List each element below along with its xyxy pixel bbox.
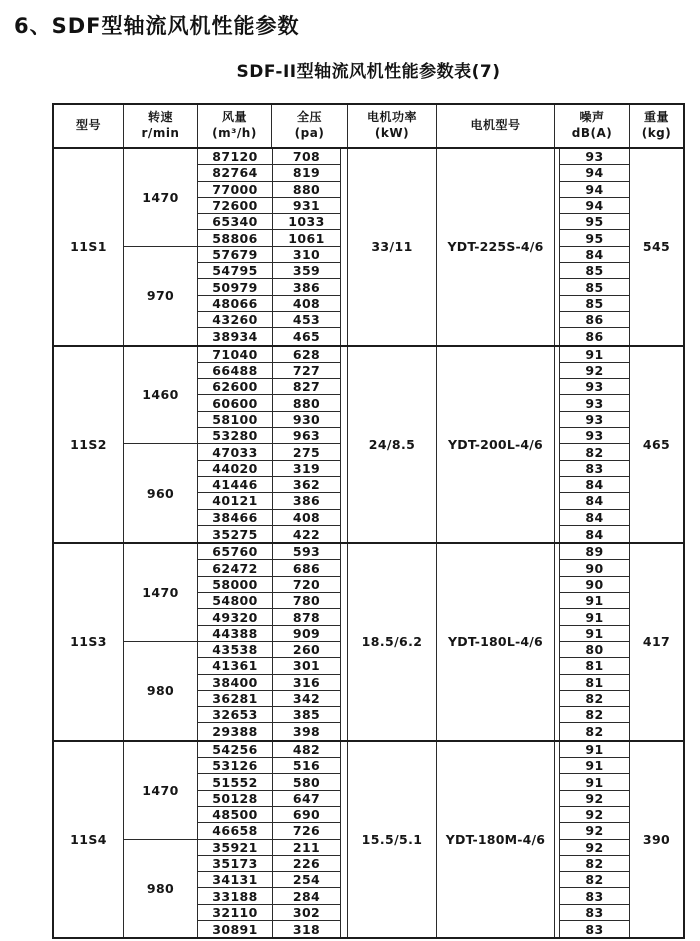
speed-cell: 980 bbox=[146, 880, 175, 896]
pressure-cell: 260 bbox=[272, 642, 340, 657]
noise-cell: 95 bbox=[559, 214, 629, 230]
speed-column bbox=[124, 347, 198, 543]
flow-pressure-column bbox=[198, 742, 348, 938]
noise-cell: 94 bbox=[559, 182, 629, 198]
motor-cell: YDT-180M-4/6 bbox=[437, 742, 555, 938]
group-row bbox=[54, 544, 683, 742]
flow-cell: 57679 bbox=[212, 246, 258, 262]
noise-cell: 89 bbox=[559, 544, 629, 560]
pressure-cell: 780 bbox=[272, 593, 340, 608]
flow-cell: 41446 bbox=[212, 477, 258, 493]
table-row bbox=[198, 807, 341, 823]
table-row bbox=[198, 412, 341, 428]
pressure-cell: 819 bbox=[272, 165, 340, 180]
table-row bbox=[198, 905, 341, 921]
flow-cell: 62600 bbox=[212, 379, 258, 395]
header-label: 电机功率 bbox=[366, 110, 417, 125]
table-row bbox=[198, 493, 341, 509]
flow-cell: 58000 bbox=[212, 576, 258, 592]
noise-cell: 91 bbox=[559, 626, 629, 642]
group-row bbox=[54, 347, 683, 545]
noise-cell: 91 bbox=[559, 758, 629, 774]
flow-cell: 34131 bbox=[212, 872, 258, 888]
model-cell: 11S1 bbox=[54, 149, 124, 345]
flow-pressure-column bbox=[198, 544, 348, 740]
pressure-cell: 386 bbox=[272, 279, 340, 294]
flow-cell: 38934 bbox=[212, 328, 258, 344]
table-row bbox=[198, 230, 341, 246]
header-label: 转速 bbox=[147, 110, 173, 125]
table-row bbox=[198, 840, 341, 856]
flow-cell: 82764 bbox=[212, 165, 258, 181]
noise-cell: 93 bbox=[559, 379, 629, 395]
flow-cell: 48066 bbox=[212, 295, 258, 311]
header-cell bbox=[348, 105, 437, 147]
pressure-cell: 211 bbox=[272, 840, 340, 855]
speed-cell: 1470 bbox=[124, 544, 197, 642]
table-row bbox=[198, 526, 341, 542]
header-label: 全压 bbox=[296, 110, 322, 125]
header-cell bbox=[54, 105, 124, 147]
noise-cell: 82 bbox=[559, 444, 629, 460]
header-cell bbox=[555, 105, 630, 147]
noise-cell: 83 bbox=[559, 905, 629, 921]
pressure-cell: 1033 bbox=[272, 214, 340, 229]
pressure-cell: 686 bbox=[272, 560, 340, 575]
table-row bbox=[198, 888, 341, 904]
flow-cell: 62472 bbox=[212, 560, 258, 576]
flow-cell: 51552 bbox=[212, 774, 258, 790]
header-label: 电机型号 bbox=[470, 118, 521, 133]
noise-column bbox=[555, 149, 630, 345]
table-row bbox=[198, 379, 341, 395]
table-row bbox=[198, 609, 341, 625]
noise-cell: 93 bbox=[559, 428, 629, 444]
power-cell: 24/8.5 bbox=[348, 347, 437, 543]
noise-cell: 82 bbox=[559, 872, 629, 888]
table-row bbox=[198, 593, 341, 609]
pressure-cell: 880 bbox=[272, 182, 340, 197]
table-row bbox=[198, 642, 341, 658]
table-row bbox=[198, 577, 341, 593]
pressure-cell: 254 bbox=[272, 872, 340, 887]
header-cell bbox=[124, 105, 198, 147]
noise-cell: 84 bbox=[559, 510, 629, 526]
noise-cell: 80 bbox=[559, 642, 629, 658]
table-row bbox=[198, 165, 341, 181]
table-row bbox=[198, 675, 341, 691]
noise-cell: 81 bbox=[559, 675, 629, 691]
flow-cell: 50128 bbox=[212, 790, 258, 806]
flow-cell: 54256 bbox=[212, 741, 258, 757]
table-row bbox=[198, 544, 341, 560]
speed-column bbox=[124, 149, 198, 345]
flow-cell: 48500 bbox=[212, 807, 258, 823]
pressure-cell: 301 bbox=[272, 658, 340, 673]
weight-cell: 465 bbox=[642, 436, 671, 452]
table-row bbox=[198, 461, 341, 477]
table-row bbox=[198, 626, 341, 642]
pressure-cell: 275 bbox=[272, 444, 340, 459]
performance-table bbox=[52, 103, 685, 939]
pressure-cell: 342 bbox=[272, 691, 340, 706]
header-sublabel: r/min bbox=[141, 126, 180, 140]
flow-cell: 66488 bbox=[212, 363, 258, 379]
pressure-cell: 516 bbox=[272, 758, 340, 773]
table-row bbox=[198, 296, 341, 312]
pressure-cell: 827 bbox=[272, 379, 340, 394]
table-row bbox=[198, 872, 341, 888]
pressure-cell: 362 bbox=[272, 477, 340, 492]
pressure-cell: 720 bbox=[272, 577, 340, 592]
table-row bbox=[198, 477, 341, 493]
group-row bbox=[54, 149, 683, 347]
flow-cell: 38466 bbox=[212, 509, 258, 525]
header-label: 风量 bbox=[221, 110, 247, 125]
model-cell: 11S4 bbox=[54, 742, 124, 938]
flow-pressure-column bbox=[198, 149, 348, 345]
pressure-cell: 909 bbox=[272, 626, 340, 641]
table-row bbox=[198, 214, 341, 230]
pressure-cell: 931 bbox=[272, 198, 340, 213]
speed-cell: 980 bbox=[146, 683, 175, 699]
speed-cell: 1460 bbox=[124, 347, 197, 445]
pressure-cell: 708 bbox=[272, 149, 340, 164]
flow-cell: 58100 bbox=[212, 411, 258, 427]
pressure-cell: 963 bbox=[272, 428, 340, 443]
flow-cell: 50979 bbox=[212, 279, 258, 295]
flow-cell: 38400 bbox=[212, 674, 258, 690]
speed-column bbox=[124, 544, 198, 740]
table-row bbox=[198, 774, 341, 790]
noise-cell: 84 bbox=[559, 526, 629, 542]
table-row bbox=[198, 742, 341, 758]
weight-cell: 545 bbox=[642, 239, 671, 255]
table-row bbox=[198, 707, 341, 723]
flow-cell: 41361 bbox=[212, 658, 258, 674]
table-title: SDF-II型轴流风机性能参数表(7) bbox=[236, 62, 501, 82]
table-row bbox=[198, 560, 341, 576]
flow-cell: 43260 bbox=[212, 312, 258, 328]
header-sublabel: dB(A) bbox=[571, 126, 613, 140]
pressure-cell: 284 bbox=[272, 888, 340, 903]
table-row bbox=[198, 328, 341, 344]
pressure-cell: 880 bbox=[272, 395, 340, 410]
noise-cell: 85 bbox=[559, 263, 629, 279]
table-row bbox=[198, 823, 341, 839]
noise-cell: 91 bbox=[559, 609, 629, 625]
model-cell: 11S2 bbox=[54, 347, 124, 543]
power-cell: 15.5/5.1 bbox=[348, 742, 437, 938]
pressure-cell: 580 bbox=[272, 774, 340, 789]
pressure-cell: 302 bbox=[272, 905, 340, 920]
flow-cell: 71040 bbox=[212, 346, 258, 362]
pressure-cell: 318 bbox=[272, 921, 340, 937]
table-row bbox=[198, 363, 341, 379]
table-header-row bbox=[54, 105, 683, 149]
flow-cell: 53280 bbox=[212, 428, 258, 444]
speed-cell: 970 bbox=[146, 288, 175, 304]
motor-cell: YDT-200L-4/6 bbox=[437, 347, 555, 543]
noise-cell: 90 bbox=[559, 560, 629, 576]
table-row bbox=[198, 198, 341, 214]
noise-cell: 91 bbox=[559, 593, 629, 609]
pressure-cell: 316 bbox=[272, 675, 340, 690]
noise-cell: 95 bbox=[559, 230, 629, 246]
flow-cell: 35173 bbox=[212, 856, 258, 871]
header-cell bbox=[272, 105, 348, 147]
header-cell bbox=[630, 105, 683, 147]
pressure-cell: 408 bbox=[272, 296, 340, 311]
flow-cell: 49320 bbox=[212, 609, 258, 625]
group-row bbox=[54, 742, 683, 938]
pressure-cell: 726 bbox=[272, 823, 340, 838]
power-cell: 33/11 bbox=[348, 149, 437, 345]
flow-cell: 44388 bbox=[212, 625, 258, 641]
table-row bbox=[198, 395, 341, 411]
noise-cell: 93 bbox=[559, 149, 629, 165]
header-label: 型号 bbox=[75, 118, 101, 133]
pressure-cell: 226 bbox=[272, 856, 340, 871]
table-row bbox=[198, 723, 341, 739]
table-row bbox=[198, 791, 341, 807]
flow-pressure-column bbox=[198, 347, 348, 543]
noise-cell: 85 bbox=[559, 279, 629, 295]
noise-cell: 92 bbox=[559, 363, 629, 379]
noise-cell: 92 bbox=[559, 791, 629, 807]
flow-cell: 65760 bbox=[212, 544, 258, 560]
pressure-cell: 727 bbox=[272, 363, 340, 378]
noise-cell: 84 bbox=[559, 477, 629, 493]
page-title: 6、SDF型轴流风机性能参数 bbox=[14, 14, 300, 38]
noise-cell: 82 bbox=[559, 723, 629, 739]
flow-cell: 29388 bbox=[212, 724, 258, 740]
flow-cell: 43538 bbox=[212, 642, 258, 658]
noise-cell: 86 bbox=[559, 312, 629, 328]
noise-cell: 92 bbox=[559, 823, 629, 839]
pressure-cell: 647 bbox=[272, 791, 340, 806]
noise-cell: 83 bbox=[559, 888, 629, 904]
header-cell bbox=[437, 105, 555, 147]
noise-cell: 93 bbox=[559, 395, 629, 411]
pressure-cell: 398 bbox=[272, 723, 340, 739]
pressure-cell: 628 bbox=[272, 347, 340, 362]
noise-cell: 94 bbox=[559, 165, 629, 181]
flow-cell: 53126 bbox=[212, 758, 258, 774]
speed-cell: 1470 bbox=[124, 149, 197, 247]
table-row bbox=[198, 658, 341, 674]
noise-column bbox=[555, 544, 630, 740]
header-sublabel: (pa) bbox=[294, 126, 325, 140]
pressure-cell: 878 bbox=[272, 609, 340, 624]
flow-cell: 60600 bbox=[212, 395, 258, 411]
table-row bbox=[198, 428, 341, 444]
weight-cell: 417 bbox=[642, 634, 671, 650]
noise-cell: 91 bbox=[559, 347, 629, 363]
noise-column bbox=[555, 347, 630, 543]
pressure-cell: 319 bbox=[272, 461, 340, 476]
pressure-cell: 465 bbox=[272, 328, 340, 344]
flow-cell: 47033 bbox=[212, 444, 258, 460]
flow-cell: 58806 bbox=[212, 230, 258, 246]
pressure-cell: 593 bbox=[272, 544, 340, 559]
flow-cell: 33188 bbox=[212, 888, 258, 904]
model-cell: 11S3 bbox=[54, 544, 124, 740]
table-row bbox=[198, 312, 341, 328]
noise-cell: 91 bbox=[559, 742, 629, 758]
pressure-cell: 930 bbox=[272, 412, 340, 427]
noise-cell: 92 bbox=[559, 807, 629, 823]
weight-cell: 390 bbox=[642, 832, 671, 848]
flow-cell: 54800 bbox=[212, 593, 258, 609]
header-sublabel: (kW) bbox=[374, 126, 410, 140]
table-row bbox=[198, 347, 341, 363]
flow-cell: 32653 bbox=[212, 707, 258, 723]
header-label: 噪声 bbox=[579, 110, 605, 125]
table-row bbox=[198, 247, 341, 263]
table-row bbox=[198, 263, 341, 279]
noise-cell: 83 bbox=[559, 921, 629, 937]
table-row bbox=[198, 149, 341, 165]
header-label: 重量 bbox=[643, 110, 669, 125]
speed-cell: 1470 bbox=[124, 742, 197, 840]
table-row bbox=[198, 510, 341, 526]
noise-cell: 82 bbox=[559, 707, 629, 723]
noise-cell: 91 bbox=[559, 774, 629, 790]
flow-cell: 77000 bbox=[212, 181, 258, 197]
motor-cell: YDT-225S-4/6 bbox=[437, 149, 555, 345]
table-row bbox=[198, 444, 341, 460]
noise-cell: 84 bbox=[559, 247, 629, 263]
table-row bbox=[198, 921, 341, 937]
noise-cell: 81 bbox=[559, 658, 629, 674]
flow-cell: 30891 bbox=[212, 921, 258, 937]
flow-cell: 36281 bbox=[212, 691, 258, 706]
table-row bbox=[198, 691, 341, 707]
power-cell: 18.5/6.2 bbox=[348, 544, 437, 740]
flow-cell: 44020 bbox=[212, 460, 258, 476]
noise-cell: 90 bbox=[559, 577, 629, 593]
pressure-cell: 310 bbox=[272, 247, 340, 262]
noise-cell: 92 bbox=[559, 840, 629, 856]
pressure-cell: 453 bbox=[272, 312, 340, 327]
speed-cell: 960 bbox=[146, 485, 175, 501]
noise-cell: 86 bbox=[559, 328, 629, 344]
speed-column bbox=[124, 742, 198, 938]
flow-cell: 72600 bbox=[212, 198, 258, 214]
flow-cell: 40121 bbox=[212, 493, 258, 509]
flow-cell: 54795 bbox=[212, 263, 258, 279]
table-row bbox=[198, 856, 341, 872]
table-row bbox=[198, 182, 341, 198]
noise-cell: 94 bbox=[559, 198, 629, 214]
table-row bbox=[198, 758, 341, 774]
flow-cell: 87120 bbox=[212, 149, 258, 165]
table-row bbox=[198, 279, 341, 295]
pressure-cell: 482 bbox=[272, 742, 340, 757]
pressure-cell: 422 bbox=[272, 526, 340, 542]
noise-cell: 84 bbox=[559, 493, 629, 509]
noise-column bbox=[555, 742, 630, 938]
flow-cell: 35921 bbox=[212, 839, 258, 855]
pressure-cell: 408 bbox=[272, 510, 340, 525]
noise-cell: 85 bbox=[559, 296, 629, 312]
noise-cell: 93 bbox=[559, 412, 629, 428]
flow-cell: 32110 bbox=[212, 904, 258, 920]
flow-cell: 65340 bbox=[212, 214, 258, 230]
header-cell bbox=[198, 105, 272, 147]
pressure-cell: 1061 bbox=[272, 230, 340, 245]
flow-cell: 46658 bbox=[212, 823, 258, 839]
pressure-cell: 386 bbox=[272, 493, 340, 508]
noise-cell: 83 bbox=[559, 461, 629, 477]
flow-cell: 35275 bbox=[212, 526, 258, 542]
motor-cell: YDT-180L-4/6 bbox=[437, 544, 555, 740]
header-sublabel: (m³/h) bbox=[212, 126, 257, 140]
pressure-cell: 385 bbox=[272, 707, 340, 722]
noise-cell: 82 bbox=[559, 856, 629, 872]
pressure-cell: 359 bbox=[272, 263, 340, 278]
pressure-cell: 690 bbox=[272, 807, 340, 822]
header-sublabel: (kg) bbox=[641, 126, 672, 140]
noise-cell: 82 bbox=[559, 691, 629, 707]
